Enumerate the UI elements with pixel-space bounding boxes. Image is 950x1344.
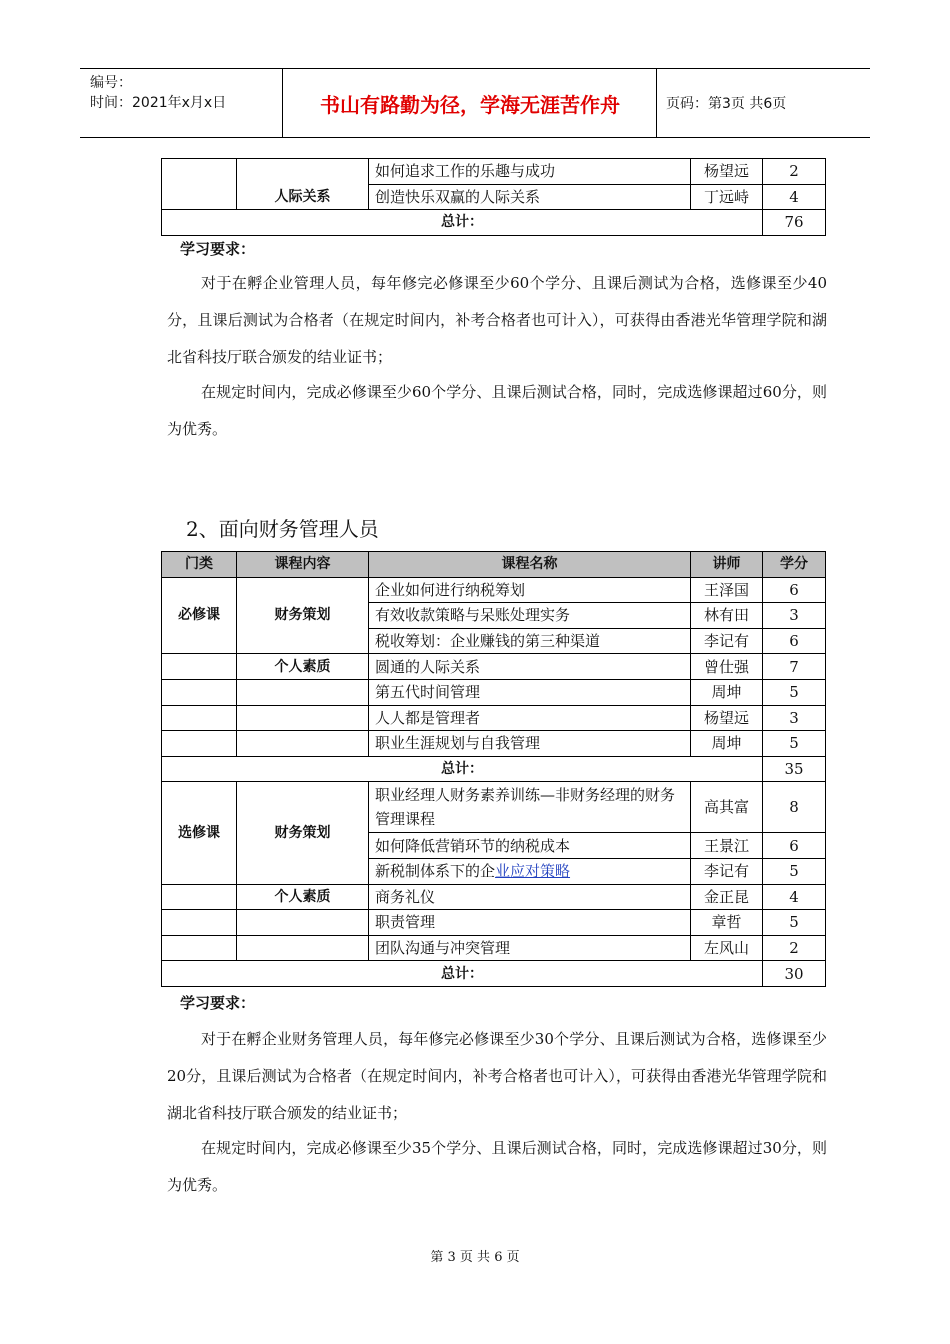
header-page-info: 页码：第3页 共6页 [666, 96, 787, 112]
category-cell [162, 884, 237, 910]
course-name: 如何追求工作的乐趣与成功 [369, 159, 691, 185]
course-table-finance [161, 551, 826, 987]
teacher: 章哲 [691, 910, 763, 936]
course-name: 商务礼仪 [369, 884, 691, 910]
course-name: 人人都是管理者 [369, 705, 691, 731]
credit: 6 [763, 628, 826, 654]
page-footer: 第 3 页 共 6 页 [430, 1250, 520, 1265]
total-row [162, 961, 826, 987]
header-divider [282, 69, 283, 137]
credit: 4 [763, 184, 826, 210]
column-header: 讲师 [691, 552, 763, 578]
time-label: 时间：2021年x月x日 [90, 95, 227, 111]
category-cell [162, 679, 237, 705]
requirements-title: 学习要求： [180, 994, 256, 1012]
section-title: 2、面向财务管理人员 [186, 517, 379, 541]
category-cell [162, 935, 237, 961]
credit: 5 [763, 858, 826, 884]
credit: 2 [763, 935, 826, 961]
content-cell: 财务策划 [237, 577, 369, 654]
teacher: 王景江 [691, 833, 763, 859]
teacher: 李记有 [691, 858, 763, 884]
content-cell [237, 935, 369, 961]
column-header: 课程内容 [237, 552, 369, 578]
content-cell: 个人素质 [237, 654, 369, 680]
requirements-paragraph: 在规定时间内，完成必修课至少35个学分、且课后测试合格，同时，完成选修课超过30分，则为优秀。 [167, 1139, 827, 1194]
teacher: 丁远峙 [691, 184, 763, 210]
teacher: 林有田 [691, 603, 763, 629]
course-name: 如何降低营销环节的纳税成本 [369, 833, 691, 859]
content-cell [237, 910, 369, 936]
page-header [80, 68, 870, 138]
requirements-title: 学习要求： [180, 240, 256, 258]
teacher: 周坤 [691, 679, 763, 705]
total-value: 76 [763, 210, 826, 236]
course-name: 圆通的人际关系 [369, 654, 691, 680]
requirements-paragraph: 在规定时间内，完成必修课至少60个学分、且课后测试合格，同时，完成选修课超过60分，则为优秀。 [167, 383, 827, 438]
course-name: 有效收款策略与呆账处理实务 [369, 603, 691, 629]
table-row [162, 935, 826, 961]
credit: 7 [763, 654, 826, 680]
course-name: 团队沟通与冲突管理 [369, 935, 691, 961]
course-name: 税收筹划：企业赚钱的第三种渠道 [369, 628, 691, 654]
header-divider [656, 69, 657, 137]
header-motto: 书山有路勤为径，学海无涯苦作舟 [320, 92, 620, 117]
table-row [162, 782, 826, 833]
content-cell: 财务策划 [237, 782, 369, 884]
number-label: 编号： [90, 75, 132, 91]
content-cell [237, 679, 369, 705]
teacher: 王泽国 [691, 577, 763, 603]
teacher: 高其富 [691, 782, 763, 833]
teacher: 杨望远 [691, 159, 763, 185]
table-row [162, 910, 826, 936]
course-name-text: 新税制体系下的企 [375, 862, 496, 881]
teacher: 左风山 [691, 935, 763, 961]
content-cell: 人际关系 [237, 159, 369, 210]
course-link[interactable]: 业应对策略 [495, 862, 571, 881]
course-table-management [161, 158, 826, 236]
teacher: 李记有 [691, 628, 763, 654]
table-row [162, 731, 826, 757]
table-row [162, 884, 826, 910]
total-label: 总计： [162, 756, 763, 782]
table-row [162, 705, 826, 731]
table-header-row [162, 552, 826, 578]
category-cell [162, 654, 237, 680]
credit: 8 [763, 782, 826, 833]
course-name: 职业经理人财务素养训练—非财务经理的财务管理课程 [369, 782, 691, 833]
column-header: 学分 [763, 552, 826, 578]
course-name: 企业如何进行纳税筹划 [369, 577, 691, 603]
credit: 4 [763, 884, 826, 910]
column-header: 课程名称 [369, 552, 691, 578]
course-name: 第五代时间管理 [369, 679, 691, 705]
table-row [162, 159, 826, 185]
header-meta [90, 73, 226, 113]
course-name: 创造快乐双赢的人际关系 [369, 184, 691, 210]
category-cell [162, 910, 237, 936]
table-row [162, 577, 826, 603]
teacher: 杨望远 [691, 705, 763, 731]
credit: 6 [763, 577, 826, 603]
course-name [369, 858, 691, 884]
total-label: 总计： [162, 961, 763, 987]
requirements-paragraph: 对于在孵企业管理人员，每年修完必修课至少60个学分、且课后测试为合格，选修课至少40分，且课后测试为合格者（在规定时间内，补考合格者也可计入），可获得由香港光华管理学院和湖北省科技厅联合颁发的结业证书； [167, 274, 827, 366]
table-row [162, 679, 826, 705]
course-name: 职业生涯规划与自我管理 [369, 731, 691, 757]
category-cell: 必修课 [162, 577, 237, 654]
credit: 5 [763, 731, 826, 757]
credit: 3 [763, 705, 826, 731]
credit: 2 [763, 159, 826, 185]
teacher: 曾仕强 [691, 654, 763, 680]
teacher: 周坤 [691, 731, 763, 757]
teacher: 金正昆 [691, 884, 763, 910]
total-value: 35 [763, 756, 826, 782]
table-row [162, 654, 826, 680]
category-cell: 选修课 [162, 782, 237, 884]
content-cell [237, 705, 369, 731]
credit: 3 [763, 603, 826, 629]
credit: 5 [763, 910, 826, 936]
requirements-paragraph: 对于在孵企业财务管理人员，每年修完必修课至少30个学分、且课后测试为合格，选修课至少20分，且课后测试为合格者（在规定时间内，补考合格者也可计入），可获得由香港光华管理学院和湖北省科技厅联合颁发的结业证书； [167, 1030, 827, 1122]
credit: 5 [763, 679, 826, 705]
column-header: 门类 [162, 552, 237, 578]
content-cell: 个人素质 [237, 884, 369, 910]
total-label: 总计： [162, 210, 763, 236]
course-name: 职责管理 [369, 910, 691, 936]
total-value: 30 [763, 961, 826, 987]
category-cell [162, 705, 237, 731]
total-row [162, 210, 826, 236]
total-row [162, 756, 826, 782]
content-cell [237, 731, 369, 757]
category-cell [162, 731, 237, 757]
category-cell [162, 159, 237, 210]
credit: 6 [763, 833, 826, 859]
